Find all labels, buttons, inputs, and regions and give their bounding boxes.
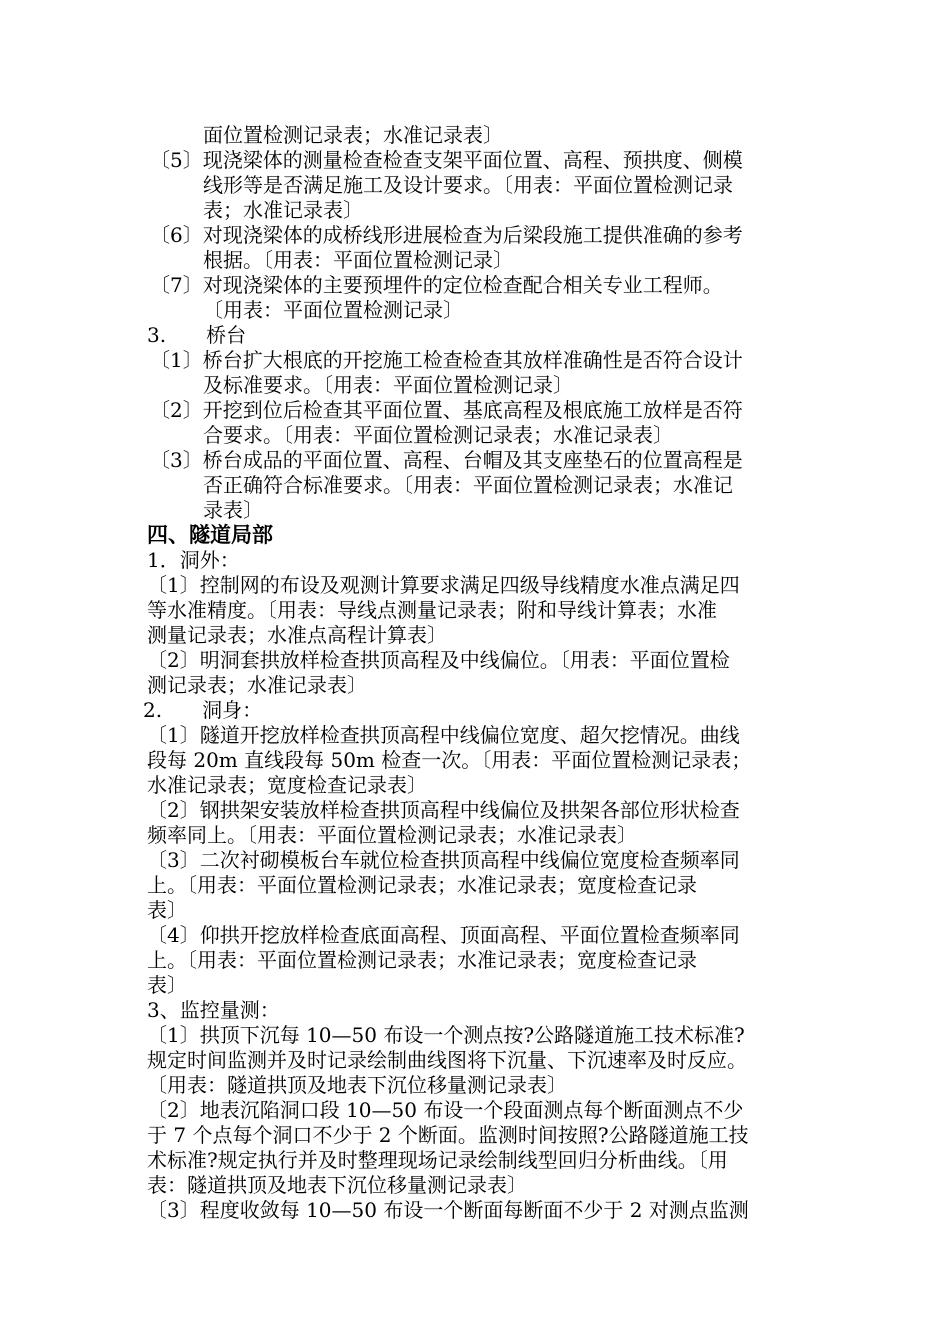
text-line: 面位置检测记录表；水准记录表〕 <box>203 123 503 147</box>
chapter-heading: 四、隧道局部 <box>147 523 273 547</box>
text-line: 测记录表；水准记录表〕 <box>147 673 367 697</box>
list-item-line: 〔1〕拱顶下沉每 10—50 布设一个测点按?公路隧道施工技术标准? <box>147 1023 745 1047</box>
text-line: 及标准要求。〔用表：平面位置检测记录〕 <box>203 373 573 397</box>
list-item-line: 〔5〕现浇梁体的测量检查检查支架平面位置、高程、预拱度、侧模 <box>150 148 743 172</box>
list-item-line: 〔3〕程度收敛每 10—50 布设一个断面每断面不少于 2 对测点监测 <box>147 1198 749 1222</box>
text-line: 测量记录表；水准点高程计算表〕 <box>147 623 447 647</box>
text-line: 〔用表：平面位置检测记录〕 <box>203 298 463 322</box>
list-item-line: 〔2〕开挖到位后检查其平面位置、基底高程及根底施工放样是否符 <box>150 398 743 422</box>
list-item-line: 〔3〕桥台成品的平面位置、高程、台帽及其支座垫石的位置高程是 <box>150 448 743 472</box>
list-item-line: 〔2〕钢拱架安装放样检查拱顶高程中线偏位及拱架各部位形状检查 <box>147 798 740 822</box>
list-item-line: 〔2〕地表沉陷洞口段 10—50 布设一个段面测点每个断面测点不少 <box>147 1098 744 1122</box>
text-line: 频率同上。〔用表：平面位置检测记录表；水准记录表〕 <box>147 823 637 847</box>
text-line: 〔用表：隧道拱顶及地表下沉位移量测记录表〕 <box>147 1073 567 1097</box>
text-line: 根据。〔用表：平面位置检测记录〕 <box>203 248 513 272</box>
text-line: 等水准精度。〔用表：导线点测量记录表；附和导线计算表；水准 <box>147 598 717 622</box>
list-item-line: 〔1〕桥台扩大根底的开挖施工检查检查其放样准确性是否符合设计 <box>150 348 743 372</box>
text-line: 段每 20m 直线段每 50m 检查一次。〔用表：平面位置检测记录表； <box>147 748 752 772</box>
text-line: 表；水准记录表〕 <box>203 198 363 222</box>
text-line: 于 7 个点每个洞口不少于 2 个断面。监测时间按照?公路隧道施工技 <box>147 1123 749 1147</box>
text-line: 术标准?规定执行并及时整理现场记录绘制线型回归分析曲线。〔用 <box>147 1148 728 1172</box>
text-line: 上。〔用表：平面位置检测记录表；水准记录表；宽度检查记录 <box>147 948 697 972</box>
list-item-line: 〔1〕隧道开挖放样检查拱顶高程中线偏位宽度、超欠挖情况。曲线 <box>147 723 740 747</box>
text-line: 上。〔用表：平面位置检测记录表；水准记录表；宽度检查记录 <box>147 873 697 897</box>
section-heading: 2. 洞身： <box>143 698 263 722</box>
section-heading: 3. 桥台 <box>147 323 247 347</box>
text-line: 合要求。〔用表：平面位置检测记录表；水准记录表〕 <box>203 423 673 447</box>
text-line: 录表〕 <box>203 498 263 522</box>
list-item-line: 〔3〕二次衬砌模板台车就位检查拱顶高程中线偏位宽度检查频率同 <box>147 848 740 872</box>
text-line: 水准记录表；宽度检查记录表〕 <box>147 773 427 797</box>
text-line: 否正确符合标准要求。〔用表：平面位置检测记录表；水准记 <box>203 473 733 497</box>
text-line: 线形等是否满足施工及设计要求。〔用表：平面位置检测记录 <box>203 173 733 197</box>
list-item-line: 〔4〕仰拱开挖放样检查底面高程、顶面高程、平面位置检查频率同 <box>147 923 740 947</box>
text-line: 表〕 <box>147 898 187 922</box>
list-item-line: 〔7〕对现浇梁体的主要预埋件的定位检查配合相关专业工程师。 <box>150 273 723 297</box>
section-heading: 3、监控量测： <box>147 998 280 1022</box>
section-heading: 1．洞外： <box>147 548 240 572</box>
text-line: 表：隧道拱顶及地表下沉位移量测记录表〕 <box>147 1173 527 1197</box>
list-item-line: 〔6〕对现浇梁体的成桥线形进展检查为后梁段施工提供准确的参考 <box>150 223 743 247</box>
list-item-line: 〔1〕控制网的布设及观测计算要求满足四级导线精度水准点满足四 <box>147 573 740 597</box>
text-line: 规定时间监测并及时记录绘制曲线图将下沉量、下沉速率及时反应。 <box>147 1048 747 1072</box>
list-item-line: 〔2〕明洞套拱放样检查拱顶高程及中线偏位。〔用表：平面位置检 <box>147 648 730 672</box>
text-line: 表〕 <box>147 973 187 997</box>
